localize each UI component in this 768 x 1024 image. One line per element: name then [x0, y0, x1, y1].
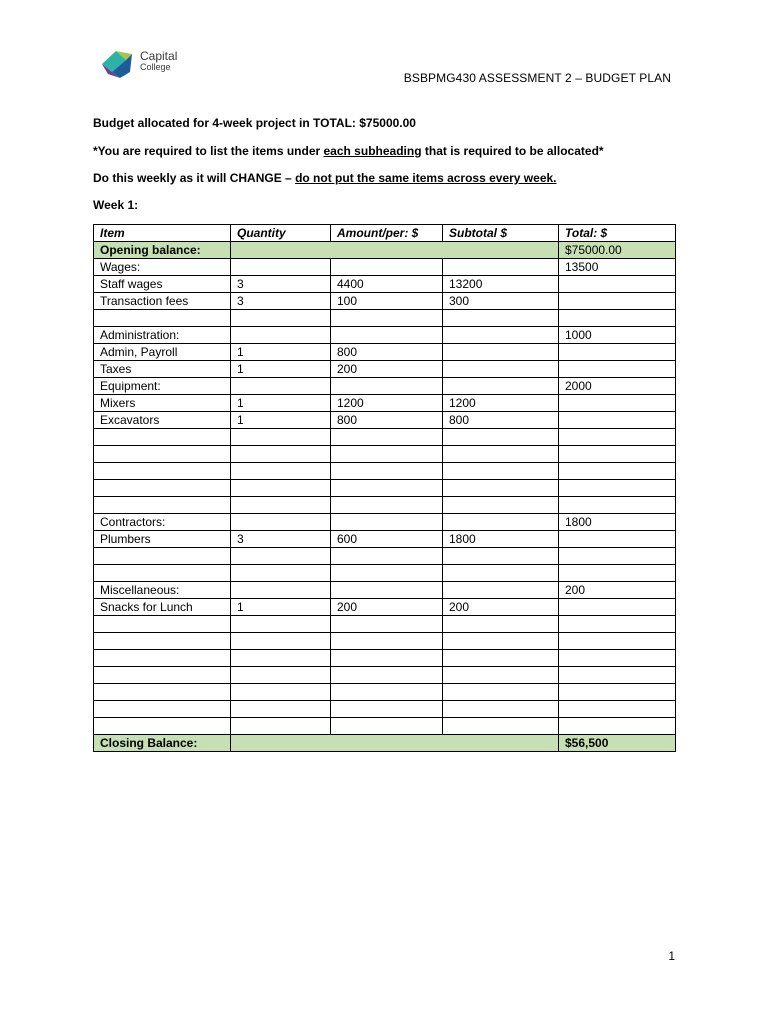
table-row — [94, 412, 676, 429]
cell-quantity: 1 — [231, 599, 331, 616]
cell-amount-per — [331, 684, 443, 701]
cell-subtotal: 1200 — [443, 395, 559, 412]
cell-amount-per — [331, 565, 443, 582]
cell-total: 1000 — [559, 327, 676, 344]
cell-item — [94, 650, 231, 667]
table-row — [94, 667, 676, 684]
cell-subtotal — [443, 616, 559, 633]
table-row — [94, 650, 676, 667]
cell-total — [559, 361, 676, 378]
cell-quantity — [231, 429, 331, 446]
logo-mark-icon — [102, 48, 138, 80]
cell-subtotal — [443, 633, 559, 650]
cell-subtotal: 13200 — [443, 276, 559, 293]
weekly-underlined: do not put the same items across every week. — [295, 171, 557, 185]
table-row — [94, 531, 676, 548]
cell-quantity — [231, 463, 331, 480]
cell-amount-per — [331, 667, 443, 684]
cell-amount-per: 200 — [331, 599, 443, 616]
table-row — [94, 701, 676, 718]
cell-subtotal — [443, 344, 559, 361]
cell-subtotal — [443, 463, 559, 480]
cell-item: Excavators — [94, 412, 231, 429]
cell-total — [559, 616, 676, 633]
cell-amount-per — [331, 327, 443, 344]
cell-total — [559, 429, 676, 446]
cell-item: Plumbers — [94, 531, 231, 548]
cell-quantity — [231, 446, 331, 463]
closing-balance-total: $56,500 — [559, 735, 676, 752]
cell-quantity — [231, 310, 331, 327]
table-row — [94, 718, 676, 735]
requirement-text-end: that is required to be allocated* — [421, 144, 604, 158]
cell-amount-per: 100 — [331, 293, 443, 310]
table-row — [94, 429, 676, 446]
cell-item — [94, 429, 231, 446]
cell-item: Miscellaneous: — [94, 582, 231, 599]
cell-subtotal: 800 — [443, 412, 559, 429]
opening-balance-row — [94, 242, 676, 259]
cell-item — [94, 480, 231, 497]
table-row — [94, 548, 676, 565]
cell-quantity — [231, 548, 331, 565]
cell-total — [559, 667, 676, 684]
cell-total — [559, 446, 676, 463]
opening-balance-label: Opening balance: — [94, 242, 231, 259]
cell-total — [559, 293, 676, 310]
cell-amount-per: 800 — [331, 412, 443, 429]
cell-quantity: 3 — [231, 276, 331, 293]
cell-item: Taxes — [94, 361, 231, 378]
cell-quantity — [231, 633, 331, 650]
cell-amount-per: 200 — [331, 361, 443, 378]
cell-item — [94, 633, 231, 650]
logo-text-capital: Capital — [140, 49, 178, 63]
table-row — [94, 480, 676, 497]
cell-quantity — [231, 667, 331, 684]
cell-quantity — [231, 514, 331, 531]
cell-total: 13500 — [559, 259, 676, 276]
header-subtotal: Subtotal $ — [443, 225, 559, 242]
cell-item: Staff wages — [94, 276, 231, 293]
cell-subtotal — [443, 565, 559, 582]
cell-subtotal — [443, 327, 559, 344]
capital-college-logo — [102, 46, 192, 80]
cell-quantity — [231, 480, 331, 497]
opening-balance-total: $75000.00 — [559, 242, 676, 259]
cell-item: Transaction fees — [94, 293, 231, 310]
cell-amount-per: 4400 — [331, 276, 443, 293]
week-label: Week 1: — [93, 198, 139, 212]
cell-total — [559, 548, 676, 565]
cell-subtotal — [443, 684, 559, 701]
cell-quantity — [231, 718, 331, 735]
cell-subtotal — [443, 701, 559, 718]
cell-subtotal — [443, 310, 559, 327]
cell-item — [94, 701, 231, 718]
table-row — [94, 395, 676, 412]
cell-amount-per — [331, 259, 443, 276]
cell-quantity: 1 — [231, 361, 331, 378]
cell-quantity — [231, 684, 331, 701]
cell-subtotal — [443, 361, 559, 378]
cell-amount-per — [331, 616, 443, 633]
cell-total — [559, 412, 676, 429]
cell-total — [559, 497, 676, 514]
cell-amount-per — [331, 429, 443, 446]
table-row — [94, 514, 676, 531]
cell-total — [559, 531, 676, 548]
cell-subtotal — [443, 582, 559, 599]
cell-quantity — [231, 650, 331, 667]
cell-subtotal — [443, 378, 559, 395]
cell-subtotal: 1800 — [443, 531, 559, 548]
cell-subtotal — [443, 667, 559, 684]
table-row — [94, 310, 676, 327]
page-number: 1 — [668, 949, 675, 963]
table-row — [94, 616, 676, 633]
cell-quantity: 1 — [231, 412, 331, 429]
table-row — [94, 599, 676, 616]
logo-text-college: College — [140, 62, 171, 72]
requirement-text-start: *You are required to list the items under — [93, 144, 324, 158]
closing-balance-row — [94, 735, 676, 752]
table-row — [94, 565, 676, 582]
cell-amount-per: 600 — [331, 531, 443, 548]
cell-amount-per — [331, 514, 443, 531]
budget-allocated-line: Budget allocated for 4-week project in TOTAL: $75000.00 — [93, 116, 416, 130]
cell-quantity — [231, 378, 331, 395]
cell-quantity — [231, 497, 331, 514]
cell-amount-per — [331, 378, 443, 395]
budget-table — [93, 224, 676, 752]
cell-total — [559, 310, 676, 327]
cell-item: Wages: — [94, 259, 231, 276]
cell-total — [559, 684, 676, 701]
cell-amount-per — [331, 548, 443, 565]
cell-total — [559, 276, 676, 293]
cell-total — [559, 565, 676, 582]
cell-amount-per — [331, 310, 443, 327]
cell-subtotal — [443, 718, 559, 735]
cell-item: Contractors: — [94, 514, 231, 531]
cell-amount-per — [331, 582, 443, 599]
cell-amount-per — [331, 650, 443, 667]
cell-quantity — [231, 565, 331, 582]
header-item: Item — [94, 225, 231, 242]
table-row — [94, 463, 676, 480]
cell-total — [559, 344, 676, 361]
requirement-instruction — [93, 144, 604, 158]
document-header-title: BSBPMG430 ASSESSMENT 2 – BUDGET PLAN — [403, 71, 671, 85]
table-row — [94, 633, 676, 650]
cell-total — [559, 718, 676, 735]
cell-item — [94, 718, 231, 735]
cell-item — [94, 463, 231, 480]
cell-total: 200 — [559, 582, 676, 599]
cell-amount-per — [331, 701, 443, 718]
cell-item: Administration: — [94, 327, 231, 344]
cell-amount-per — [331, 633, 443, 650]
cell-total — [559, 633, 676, 650]
cell-amount-per: 1200 — [331, 395, 443, 412]
header-quantity: Quantity — [231, 225, 331, 242]
header-total: Total: $ — [559, 225, 676, 242]
cell-subtotal — [443, 514, 559, 531]
header-amount-per: Amount/per: $ — [331, 225, 443, 242]
weekly-text-start: Do this weekly as it will CHANGE – — [93, 171, 296, 185]
cell-amount-per — [331, 497, 443, 514]
cell-item — [94, 667, 231, 684]
cell-item — [94, 310, 231, 327]
cell-total — [559, 599, 676, 616]
cell-subtotal — [443, 480, 559, 497]
cell-item — [94, 684, 231, 701]
cell-subtotal — [443, 259, 559, 276]
cell-subtotal: 200 — [443, 599, 559, 616]
cell-total — [559, 463, 676, 480]
cell-quantity — [231, 327, 331, 344]
cell-item: Snacks for Lunch — [94, 599, 231, 616]
cell-total — [559, 480, 676, 497]
table-row — [94, 259, 676, 276]
cell-item: Mixers — [94, 395, 231, 412]
cell-total — [559, 701, 676, 718]
table-row — [94, 446, 676, 463]
closing-balance-label: Closing Balance: — [94, 735, 231, 752]
cell-quantity — [231, 616, 331, 633]
opening-balance-spacer — [231, 242, 559, 259]
cell-quantity: 3 — [231, 293, 331, 310]
cell-total: 2000 — [559, 378, 676, 395]
weekly-instruction — [93, 171, 557, 185]
table-row — [94, 327, 676, 344]
cell-subtotal — [443, 429, 559, 446]
cell-item — [94, 497, 231, 514]
table-row — [94, 361, 676, 378]
cell-amount-per: 800 — [331, 344, 443, 361]
table-row — [94, 378, 676, 395]
cell-total — [559, 395, 676, 412]
cell-quantity — [231, 259, 331, 276]
table-header-row — [94, 225, 676, 242]
table-row — [94, 276, 676, 293]
cell-subtotal — [443, 650, 559, 667]
table-row — [94, 344, 676, 361]
cell-item: Equipment: — [94, 378, 231, 395]
cell-quantity: 1 — [231, 344, 331, 361]
table-row — [94, 293, 676, 310]
cell-amount-per — [331, 463, 443, 480]
cell-amount-per — [331, 718, 443, 735]
cell-quantity — [231, 582, 331, 599]
cell-subtotal — [443, 548, 559, 565]
cell-total — [559, 650, 676, 667]
cell-item: Admin, Payroll — [94, 344, 231, 361]
closing-balance-spacer — [231, 735, 559, 752]
cell-subtotal — [443, 497, 559, 514]
cell-quantity: 1 — [231, 395, 331, 412]
requirement-underlined: each subheading — [323, 144, 422, 158]
cell-item — [94, 446, 231, 463]
cell-subtotal: 300 — [443, 293, 559, 310]
cell-amount-per — [331, 446, 443, 463]
cell-item — [94, 548, 231, 565]
cell-total: 1800 — [559, 514, 676, 531]
cell-item — [94, 565, 231, 582]
table-row — [94, 582, 676, 599]
table-row — [94, 684, 676, 701]
table-row — [94, 497, 676, 514]
cell-quantity: 3 — [231, 531, 331, 548]
cell-quantity — [231, 701, 331, 718]
cell-item — [94, 616, 231, 633]
cell-amount-per — [331, 480, 443, 497]
cell-subtotal — [443, 446, 559, 463]
